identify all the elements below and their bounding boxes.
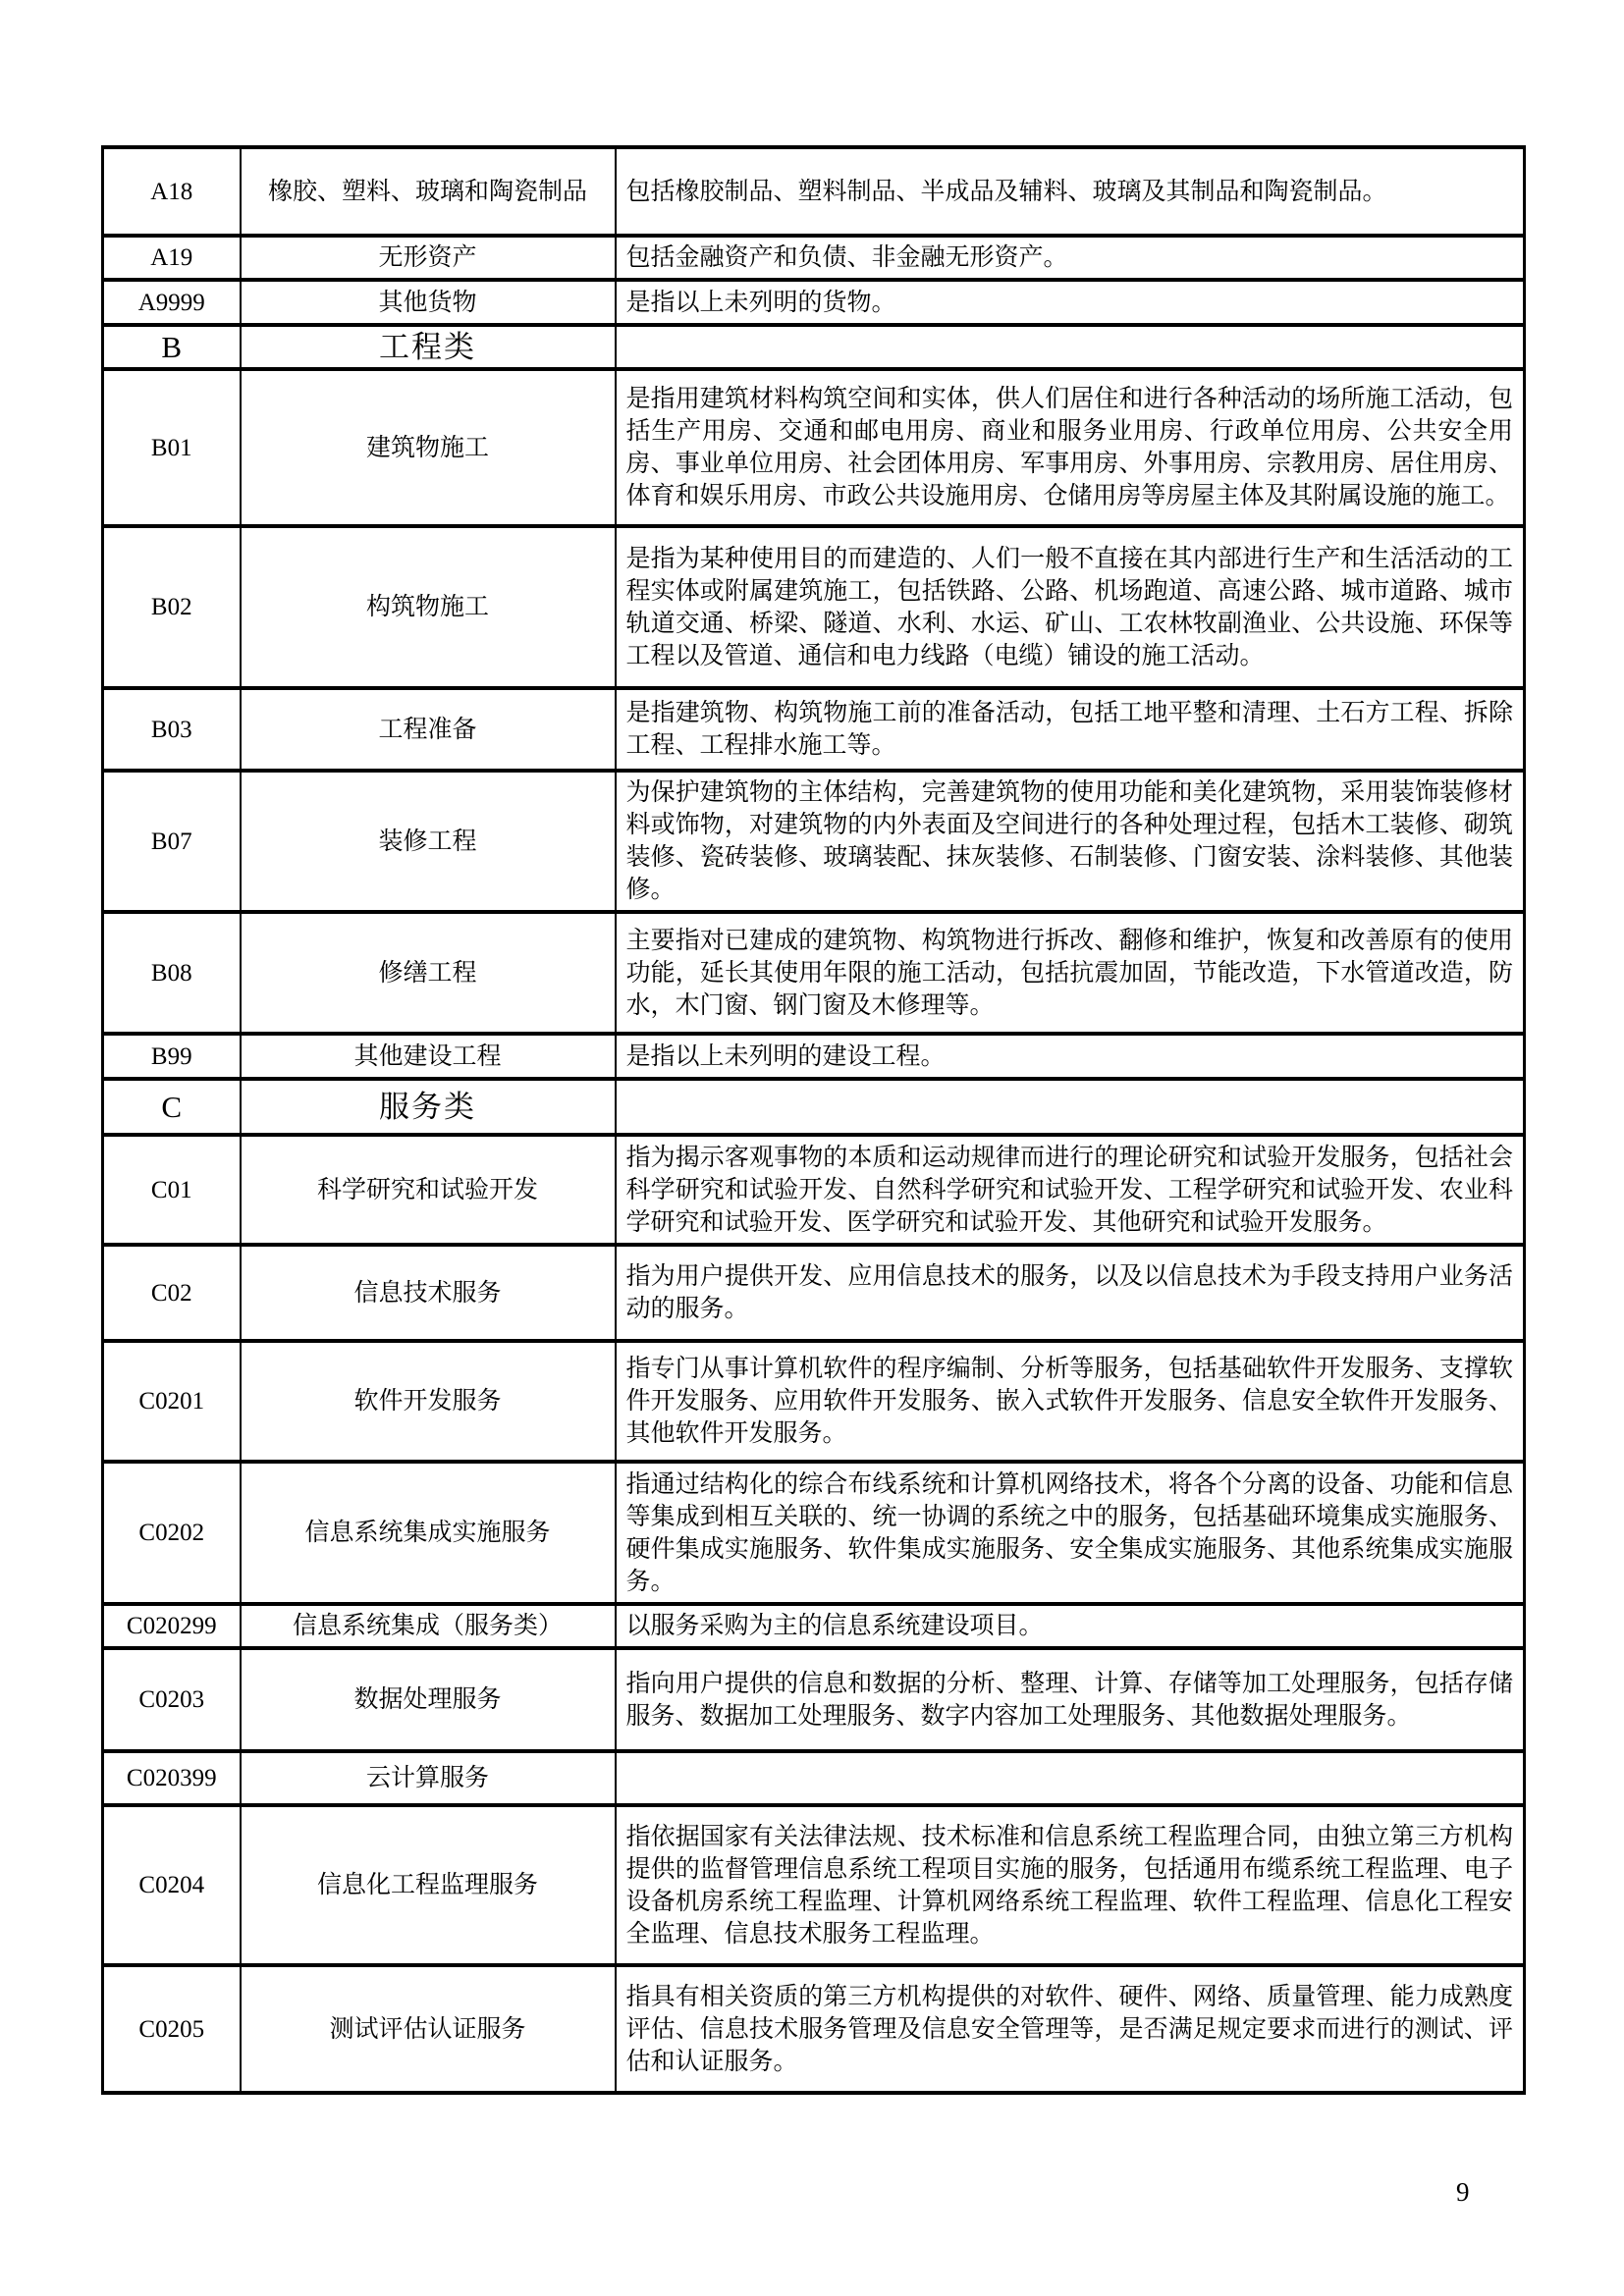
- name-cell: 测试评估认证服务: [241, 1965, 616, 2093]
- code-cell: B07: [103, 771, 241, 912]
- name-cell: 服务类: [241, 1079, 616, 1135]
- code-cell: B01: [103, 369, 241, 526]
- desc-cell: [616, 1751, 1525, 1805]
- desc-cell: 指具有相关资质的第三方机构提供的对软件、硬件、网络、质量管理、能力成熟度评估、信息技术服务管理及信息安全管理等，是否满足规定要求而进行的测试、评估和认证服务。: [616, 1965, 1525, 2093]
- desc-cell: 包括橡胶制品、塑料制品、半成品及辅料、玻璃及其制品和陶瓷制品。: [616, 147, 1525, 236]
- table-row: [103, 1805, 1525, 1965]
- code-cell: C0203: [103, 1648, 241, 1751]
- code-cell: C0205: [103, 1965, 241, 2093]
- name-cell: 工程准备: [241, 688, 616, 771]
- table-row: [103, 912, 1525, 1034]
- table-row: [103, 1079, 1525, 1135]
- table-row: [103, 280, 1525, 325]
- code-cell: B03: [103, 688, 241, 771]
- desc-cell: 是指建筑物、构筑物施工前的准备活动，包括工地平整和清理、土石方工程、拆除工程、工程排水施工等。: [616, 688, 1525, 771]
- table-row: [103, 1648, 1525, 1751]
- name-cell: 信息系统集成（服务类）: [241, 1604, 616, 1648]
- desc-cell: 指依据国家有关法律法规、技术标准和信息系统工程监理合同，由独立第三方机构提供的监督管理信息系统工程项目实施的服务，包括通用布缆系统工程监理、电子设备机房系统工程监理、计算机网络系统工程监理、软件工程监理、信息化工程安全监理、信息技术服务工程监理。: [616, 1805, 1525, 1965]
- table-row: [103, 1751, 1525, 1805]
- desc-cell: 是指以上未列明的货物。: [616, 280, 1525, 325]
- table-row: [103, 325, 1525, 369]
- name-cell: 无形资产: [241, 236, 616, 280]
- code-cell: C0204: [103, 1805, 241, 1965]
- desc-cell: 是指以上未列明的建设工程。: [616, 1034, 1525, 1079]
- table-row: [103, 1462, 1525, 1604]
- name-cell: 科学研究和试验开发: [241, 1135, 616, 1245]
- table-row: [103, 1341, 1525, 1462]
- table-row: [103, 369, 1525, 526]
- table-row: [103, 688, 1525, 771]
- classification-table: [101, 145, 1526, 2095]
- desc-cell: 是指为某种使用目的而建造的、人们一般不直接在其内部进行生产和生活活动的工程实体或附属建筑施工，包括铁路、公路、机场跑道、高速公路、城市道路、城市轨道交通、桥梁、隧道、水利、水运、矿山、工农林牧副渔业、公共设施、环保等工程以及管道、通信和电力线路（电缆）铺设的施工活动。: [616, 526, 1525, 688]
- name-cell: 信息化工程监理服务: [241, 1805, 616, 1965]
- desc-cell: 以服务采购为主的信息系统建设项目。: [616, 1604, 1525, 1648]
- name-cell: 软件开发服务: [241, 1341, 616, 1462]
- table-row: [103, 147, 1525, 236]
- page-number: 9: [1456, 2177, 1470, 2207]
- code-cell: C0202: [103, 1462, 241, 1604]
- name-cell: 其他货物: [241, 280, 616, 325]
- desc-cell: 主要指对已建成的建筑物、构筑物进行拆改、翻修和维护，恢复和改善原有的使用功能，延长其使用年限的施工活动，包括抗震加固，节能改造，下水管道改造，防水，木门窗、钢门窗及木修理等。: [616, 912, 1525, 1034]
- name-cell: 建筑物施工: [241, 369, 616, 526]
- desc-cell: 是指用建筑材料构筑空间和实体，供人们居住和进行各种活动的场所施工活动，包括生产用房、交通和邮电用房、商业和服务业用房、行政单位用房、公共安全用房、事业单位用房、社会团体用房、军事用房、外事用房、宗教用房、居住用房、体育和娱乐用房、市政公共设施用房、仓储用房等房屋主体及其附属设施的施工。: [616, 369, 1525, 526]
- name-cell: 橡胶、塑料、玻璃和陶瓷制品: [241, 147, 616, 236]
- desc-cell: 指为揭示客观事物的本质和运动规律而进行的理论研究和试验开发服务，包括社会科学研究和试验开发、自然科学研究和试验开发、工程学研究和试验开发、农业科学研究和试验开发、医学研究和试验开发、其他研究和试验开发服务。: [616, 1135, 1525, 1245]
- table-row: [103, 236, 1525, 280]
- name-cell: 工程类: [241, 325, 616, 369]
- table-row: [103, 1135, 1525, 1245]
- code-cell: C020299: [103, 1604, 241, 1648]
- name-cell: 构筑物施工: [241, 526, 616, 688]
- code-cell: C02: [103, 1245, 241, 1341]
- table-row: [103, 526, 1525, 688]
- table-row: [103, 1245, 1525, 1341]
- desc-cell: 指通过结构化的综合布线系统和计算机网络技术，将各个分离的设备、功能和信息等集成到相互关联的、统一协调的系统之中的服务，包括基础环境集成实施服务、硬件集成实施服务、软件集成实施服务、安全集成实施服务、其他系统集成实施服务。: [616, 1462, 1525, 1604]
- table-row: [103, 1604, 1525, 1648]
- table-row: [103, 771, 1525, 912]
- desc-cell: [616, 1079, 1525, 1135]
- code-cell: C020399: [103, 1751, 241, 1805]
- code-cell: C0201: [103, 1341, 241, 1462]
- name-cell: 云计算服务: [241, 1751, 616, 1805]
- code-cell: C: [103, 1079, 241, 1135]
- desc-cell: 包括金融资产和负债、非金融无形资产。: [616, 236, 1525, 280]
- name-cell: 装修工程: [241, 771, 616, 912]
- desc-cell: 为保护建筑物的主体结构，完善建筑物的使用功能和美化建筑物，采用装饰装修材料或饰物，对建筑物的内外表面及空间进行的各种处理过程，包括木工装修、砌筑装修、瓷砖装修、玻璃装配、抹灰装修、石制装修、门窗安装、涂料装修、其他装修。: [616, 771, 1525, 912]
- name-cell: 信息系统集成实施服务: [241, 1462, 616, 1604]
- name-cell: 信息技术服务: [241, 1245, 616, 1341]
- code-cell: A9999: [103, 280, 241, 325]
- table-row: [103, 1034, 1525, 1079]
- desc-cell: 指为用户提供开发、应用信息技术的服务，以及以信息技术为手段支持用户业务活动的服务。: [616, 1245, 1525, 1341]
- code-cell: B02: [103, 526, 241, 688]
- desc-cell: 指专门从事计算机软件的程序编制、分析等服务，包括基础软件开发服务、支撑软件开发服务、应用软件开发服务、嵌入式软件开发服务、信息安全软件开发服务、其他软件开发服务。: [616, 1341, 1525, 1462]
- code-cell: A18: [103, 147, 241, 236]
- desc-cell: 指向用户提供的信息和数据的分析、整理、计算、存储等加工处理服务，包括存储服务、数据加工处理服务、数字内容加工处理服务、其他数据处理服务。: [616, 1648, 1525, 1751]
- code-cell: C01: [103, 1135, 241, 1245]
- name-cell: 其他建设工程: [241, 1034, 616, 1079]
- name-cell: 修缮工程: [241, 912, 616, 1034]
- table-row: [103, 1965, 1525, 2093]
- code-cell: B08: [103, 912, 241, 1034]
- code-cell: B99: [103, 1034, 241, 1079]
- desc-cell: [616, 325, 1525, 369]
- code-cell: B: [103, 325, 241, 369]
- code-cell: A19: [103, 236, 241, 280]
- name-cell: 数据处理服务: [241, 1648, 616, 1751]
- classification-table-body: [103, 147, 1525, 2093]
